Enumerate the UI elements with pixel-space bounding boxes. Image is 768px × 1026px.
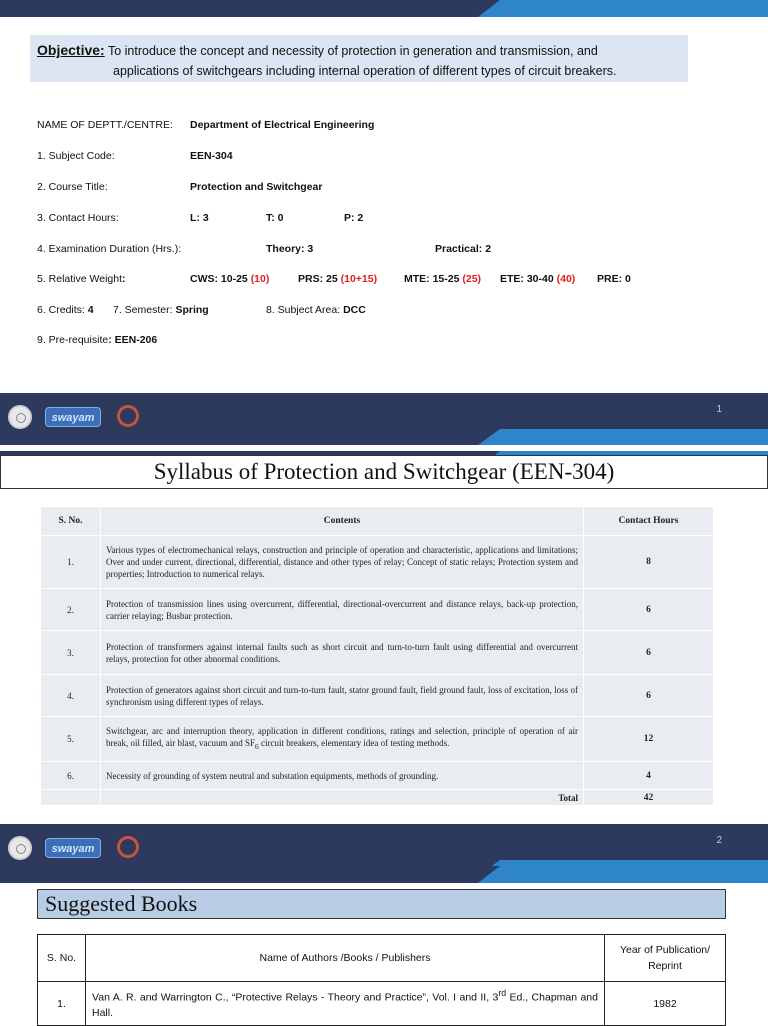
row-content-text: Van A. R. and Warrington C., “Protective Relays - Theory and Practice”, Vol. I and II, 3 — [92, 991, 499, 1004]
weight-prs-value: (10+15) — [340, 273, 378, 285]
institute-logo — [8, 405, 32, 429]
table-row — [41, 589, 714, 631]
credits-label: 6. Credits: — [37, 304, 85, 316]
books-header-row — [38, 935, 726, 982]
weight-pre: PRE: 0 — [597, 273, 631, 285]
objective-line-1: To introduce the concept and necessity of protection in generation and transmission, and — [107, 44, 598, 58]
books-title: Suggested Books — [37, 889, 726, 919]
semester — [113, 304, 209, 316]
header-name: Name of Authors /Books / Publishers — [86, 935, 605, 982]
slide-1 — [0, 0, 768, 451]
header-contact-hours: Contact Hours — [584, 507, 714, 536]
row-content: Protection of transmission lines using overcurrent, differential, directional-overcurrent and distance relays, back-up protection, carrier relaying; Busbar protection. — [101, 589, 584, 631]
prerequisite-value: EEN-206 — [114, 334, 158, 346]
prerequisite-colon: : — [108, 334, 112, 346]
row-sno: 1. — [38, 982, 86, 1026]
dept-value: Department of Electrical Engineering — [190, 119, 375, 131]
objective-line-2: applications of switchgears including internal operation of different types of circuit breakers. — [113, 64, 617, 78]
row-content: Protection of transformers against internal faults such as short circuit and turn-to-turn fault using differential and overcurrent relays, protection for other abnormal conditions. — [101, 631, 584, 675]
row-sno: 4. — [41, 675, 101, 717]
page-number: 1 — [716, 404, 722, 415]
course-title-label: 2. Course Title: — [37, 181, 108, 193]
total-value: 42 — [584, 790, 714, 806]
row-sno: 3. — [41, 631, 101, 675]
row-content: Protection of generators against short circuit and turn-to-turn fault, stator ground fault, field ground fault, loss of excitation, loss of synchronism using different types of relays. — [101, 675, 584, 717]
semester-value: Spring — [175, 304, 209, 316]
table-row — [41, 675, 714, 717]
weight-cws-value: (10) — [250, 273, 270, 285]
row-sno: 5. — [41, 717, 101, 762]
weight-ete-range: ETE: 30-40 — [500, 273, 554, 285]
row-hours: 6 — [584, 589, 714, 631]
contact-tutorial: T: 0 — [266, 212, 284, 224]
row-sno: 1. — [41, 536, 101, 589]
weight-prs — [298, 273, 377, 285]
row-content-subscript: 6 — [254, 741, 259, 751]
header-year: Year of Publication/ Reprint — [605, 935, 726, 982]
row-hours: 12 — [584, 717, 714, 762]
prerequisite — [37, 334, 157, 346]
nptel-logo — [117, 836, 139, 858]
total-empty-cell — [41, 790, 101, 806]
objective-box — [30, 35, 688, 82]
weight-ete-value: (40) — [556, 273, 576, 285]
relative-weight-label — [37, 273, 126, 285]
syllabus-header-row — [41, 507, 714, 536]
weight-prs-range: PRS: 25 — [298, 273, 338, 285]
row-content-text: Switchgear, arc and interruption theory, application in different conditions, ratings and selection, principle of operation of air break, oil filled, air blast, vacuum and SF — [106, 726, 578, 749]
weight-cws-range: CWS: 10-25 — [190, 273, 248, 285]
nptel-logo — [117, 405, 139, 427]
credits — [37, 304, 94, 316]
footer-stripe — [478, 429, 768, 445]
row-content-text-end: Ed., Chapman and Hall. — [92, 991, 598, 1019]
page-number: 2 — [716, 835, 722, 846]
weight-mte-range: MTE: 15-25 — [404, 273, 460, 285]
contact-practical: P: 2 — [344, 212, 364, 224]
table-row — [41, 536, 714, 589]
swayam-logo: swayam — [45, 407, 101, 427]
weight-mte-value: (25) — [462, 273, 482, 285]
row-content: Necessity of grounding of system neutral and substation equipments, methods of grounding. — [101, 762, 584, 790]
prerequisite-label: 9. Pre-requisite — [37, 334, 109, 346]
subject-code-value: EEN-304 — [190, 150, 233, 162]
exam-duration-label: 4. Examination Duration (Hrs.): — [37, 243, 182, 255]
header-sno: S. No. — [38, 935, 86, 982]
table-row — [41, 717, 714, 762]
exam-theory: Theory: 3 — [266, 243, 314, 255]
weight-mte — [404, 273, 481, 285]
header-contents: Contents — [101, 507, 584, 536]
row-content: Various types of electromechanical relays, construction and principle of operation and characteristic, applications and limitations; Over and under current, directional, differential, distance and other types of relay; Concept of static relays; Protection system and properties; Introduction to numerical relays. — [101, 536, 584, 589]
row-sno: 6. — [41, 762, 101, 790]
contact-lecture: L: 3 — [190, 212, 209, 224]
relative-weight-label-text: 5. Relative Weight — [37, 273, 123, 285]
syllabus-title: Syllabus of Protection and Switchgear (EEN-304) — [0, 455, 768, 489]
subject-area-value: DCC — [343, 304, 366, 316]
row-year: 1982 — [605, 982, 726, 1026]
contact-hours-label: 3. Contact Hours: — [37, 212, 119, 224]
dept-label: NAME OF DEPTT./CENTRE: — [37, 119, 173, 131]
credits-value: 4 — [87, 304, 94, 316]
institute-logo — [8, 836, 32, 860]
exam-practical: Practical: 2 — [435, 243, 492, 255]
syllabus-table — [40, 506, 714, 806]
total-label: Total — [101, 790, 584, 806]
top-bar-accent — [478, 0, 768, 17]
semester-label: 7. Semester: — [113, 304, 173, 316]
subject-area-label: 8. Subject Area: — [266, 304, 341, 316]
row-content-text-end: circuit breakers, elementary idea of testing methods. — [258, 738, 450, 749]
relative-weight-colon: : — [122, 273, 126, 285]
table-row — [41, 631, 714, 675]
row-hours: 6 — [584, 631, 714, 675]
weight-ete — [500, 273, 575, 285]
row-sno: 2. — [41, 589, 101, 631]
objective-label: Objective: — [37, 42, 105, 58]
row-hours: 6 — [584, 675, 714, 717]
books-table — [37, 934, 726, 1026]
total-row — [41, 790, 714, 806]
row-hours: 4 — [584, 762, 714, 790]
course-title-value: Protection and Switchgear — [190, 181, 323, 193]
slide-top-bar — [0, 0, 768, 17]
row-content-superscript: rd — [498, 988, 507, 999]
weight-cws — [190, 273, 269, 285]
row-content — [86, 982, 605, 1026]
top-bar-accent — [478, 866, 768, 883]
row-content — [101, 717, 584, 762]
row-hours: 8 — [584, 536, 714, 589]
slide-3-top-bar — [0, 866, 768, 883]
subject-area — [266, 304, 366, 316]
slide-footer — [0, 393, 768, 445]
header-sno: S. No. — [41, 507, 101, 536]
subject-code-label: 1. Subject Code: — [37, 150, 115, 162]
table-row — [38, 982, 726, 1026]
swayam-logo: swayam — [45, 838, 101, 858]
table-row — [41, 762, 714, 790]
